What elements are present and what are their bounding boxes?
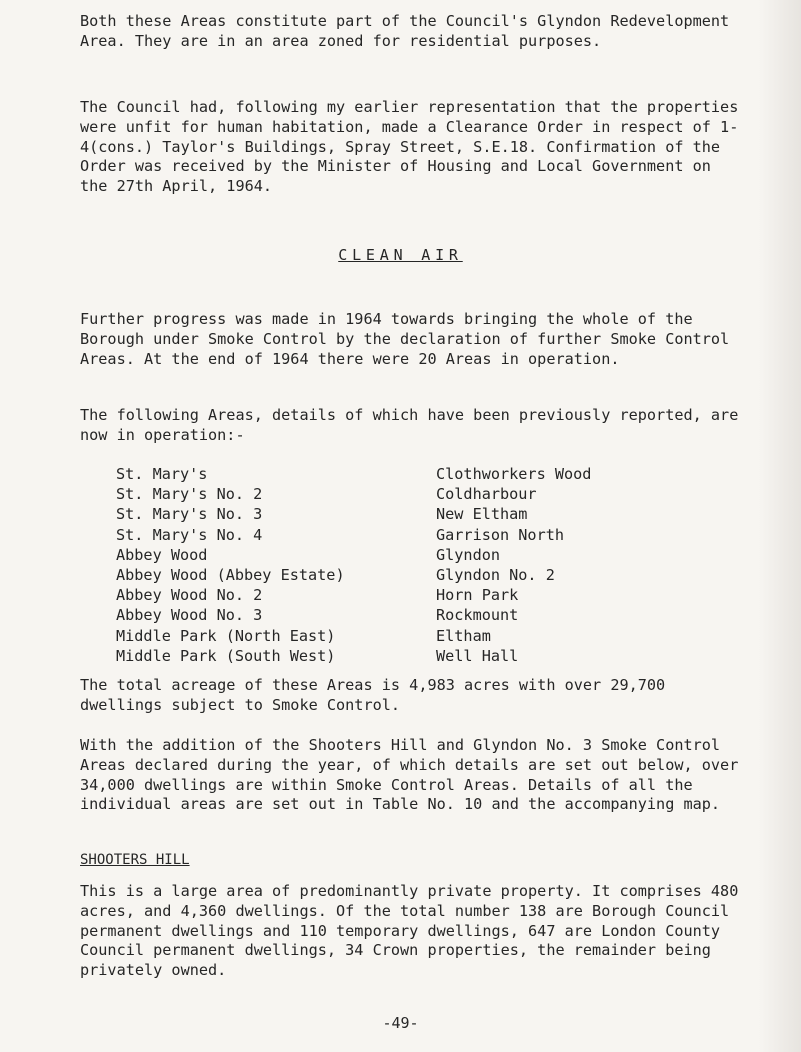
list-item: Middle Park (South West) Well Hall bbox=[116, 646, 519, 665]
paragraph-clearance-order: The Council had, following my earlier representation that the properties were unfit for human habitation, made a Clearance Order in respect of 1-4(cons.) Taylor's Buildings, Spray Street, S.E.18. Confirmation of the Order was received by the Minister of Housing and Local Government on the 27th April, 1964. bbox=[80, 98, 739, 196]
paragraph-shooters-hill-addition: With the addition of the Shooters Hill and Glyndon No. 3 Smoke Control Areas declared during the year, of which details are set out below, over 34,000 dwellings are within Smoke Control Areas. Details of all the individual areas are set out in Table No. 10 and the accompanying map. bbox=[80, 736, 739, 814]
paragraph-total-acreage: The total acreage of these Areas is 4,983 acres with over 29,700 dwellings subject to Smoke Control. bbox=[80, 676, 666, 714]
subheading-shooters-hill: SHOOTERS HILL bbox=[80, 852, 190, 868]
list-item: Middle Park (North East) Eltham bbox=[116, 626, 491, 645]
paragraph-areas-in-operation: The following Areas, details of which have been previously reported, are now in operation:- bbox=[80, 406, 739, 444]
paragraph-smoke-control-progress: Further progress was made in 1964 towards bringing the whole of the Borough under Smoke Control by the declaration of further Smoke Control Areas. At the end of 1964 there were 20 Areas in operation. bbox=[80, 310, 730, 368]
list-item: Abbey Wood No. 2 Horn Park bbox=[116, 586, 519, 605]
list-item: Abbey Wood No. 3 Rockmount bbox=[116, 606, 519, 625]
paragraph-glyndon-redevelopment: Both these Areas constitute part of the Council's Glyndon Redevelopment Area. They are in an area zoned for residential purposes. bbox=[80, 12, 730, 50]
paragraph-shooters-hill-details: This is a large area of predominantly private property. It comprises 480 acres, and 4,360 dwellings. Of the total number 138 are Borough Council permanent dwellings and 110 temporary dwellings, 647 are London County Council permanent dwellings, 34 Crown properties, the remainder being privately owned. bbox=[80, 882, 739, 980]
list-item: Abbey Wood (Abbey Estate) Glyndon No. 2 bbox=[116, 565, 555, 584]
smoke-control-areas-list bbox=[116, 464, 716, 666]
list-item: St. Mary's No. 4 Garrison North bbox=[116, 525, 565, 544]
section-heading-clean-air: CLEAN AIR bbox=[338, 246, 463, 264]
page-edge-shadow bbox=[759, 0, 801, 1052]
page-number: -49- bbox=[382, 1014, 419, 1032]
list-item: St. Mary's No. 3 New Eltham bbox=[116, 505, 528, 524]
list-item: St. Mary's Clothworkers Wood bbox=[116, 465, 592, 483]
list-item: St. Mary's No. 2 Coldharbour bbox=[116, 485, 537, 504]
list-item: Abbey Wood Glyndon bbox=[116, 545, 501, 564]
